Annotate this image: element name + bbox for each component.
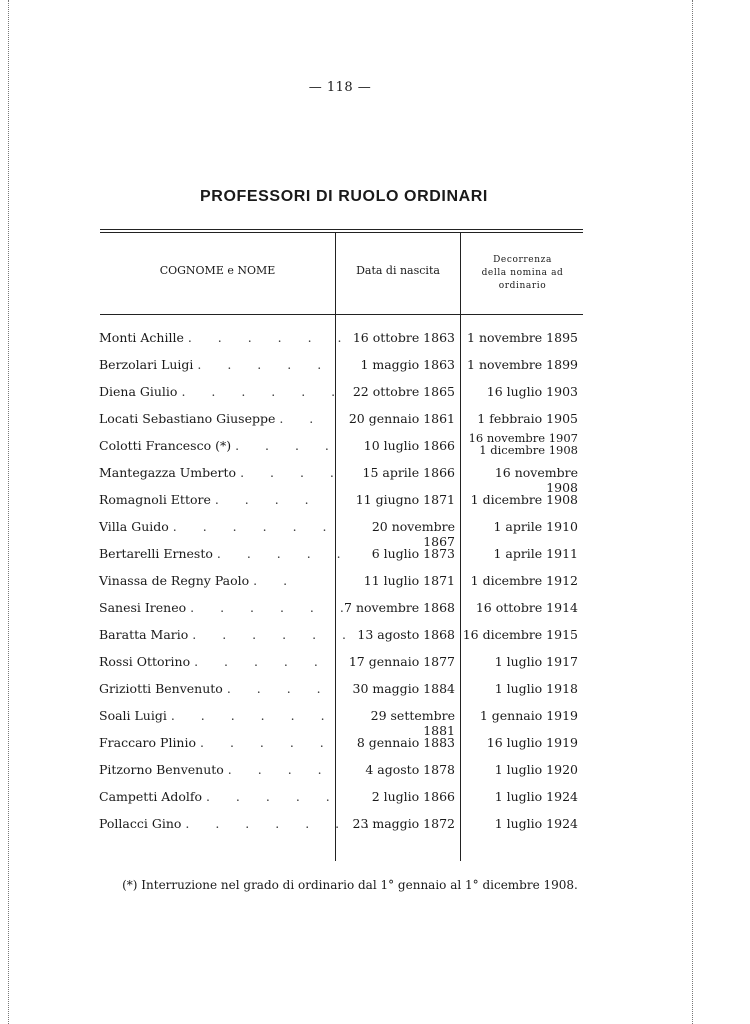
table-header-rule bbox=[100, 314, 583, 315]
professor-name: Berzolari Luigi . . . . . bbox=[99, 357, 333, 372]
footnote: (*) Interruzione nel grado di ordinario dal 1° gennaio al 1° dicembre 1908. bbox=[122, 878, 578, 892]
header-nomination-line3: ordinario bbox=[498, 281, 547, 291]
professor-name: Colotti Francesco (*) . . . . bbox=[99, 438, 340, 453]
professor-name: Bertarelli Ernesto . . . . . bbox=[99, 546, 352, 561]
professor-name: Romagnoli Ettore . . . . bbox=[99, 492, 320, 507]
table-row bbox=[0, 627, 750, 653]
professor-name: Diena Giulio . . . . . . bbox=[99, 384, 347, 399]
professor-name: Soali Luigi . . . . . . bbox=[99, 708, 336, 723]
birth-date: 30 maggio 1884 bbox=[352, 681, 455, 696]
nomination-date: 1 novembre 1899 bbox=[467, 357, 578, 372]
nomination-date: 1 luglio 1924 bbox=[494, 816, 578, 831]
table-row bbox=[0, 735, 750, 761]
birth-date: 11 giugno 1871 bbox=[355, 492, 455, 507]
nomination-date: 1 dicembre 1908 bbox=[470, 492, 578, 507]
birth-date: 23 maggio 1872 bbox=[352, 816, 455, 831]
table-row bbox=[0, 357, 750, 383]
nomination-dates bbox=[462, 431, 578, 462]
nomination-date: 1 luglio 1918 bbox=[494, 681, 578, 696]
nomination-date: 16 dicembre 1915 bbox=[462, 627, 578, 642]
birth-date: 17 gennaio 1877 bbox=[348, 654, 455, 669]
birth-date: 15 aprile 1866 bbox=[362, 465, 455, 480]
professor-name: Pollacci Gino . . . . . . . bbox=[99, 816, 381, 831]
professor-name: Rossi Ottorino . . . . . bbox=[99, 654, 329, 669]
professor-name: Locati Sebastiano Giuseppe . . bbox=[99, 411, 325, 426]
table-row bbox=[0, 465, 750, 495]
table-row bbox=[0, 519, 750, 549]
professor-name: Mantegazza Umberto . . . . bbox=[99, 465, 345, 480]
birth-date: 11 luglio 1871 bbox=[363, 573, 455, 588]
table-row bbox=[0, 573, 750, 599]
nomination-date: 16 luglio 1903 bbox=[486, 384, 578, 399]
birth-date: 20 gennaio 1861 bbox=[348, 411, 455, 426]
header-nomination-line2: della nomina ad bbox=[481, 268, 564, 278]
birth-date: 10 luglio 1866 bbox=[363, 438, 455, 453]
nomination-date: 1 gennaio 1919 bbox=[479, 708, 578, 723]
birth-date: 7 novembre 1868 bbox=[344, 600, 455, 615]
table-row bbox=[0, 492, 750, 518]
table-row bbox=[0, 431, 750, 464]
birth-date: 2 luglio 1866 bbox=[371, 789, 455, 804]
table-row bbox=[0, 762, 750, 788]
birth-date: 16 ottobre 1863 bbox=[352, 330, 455, 345]
nomination-date: 1 novembre 1895 bbox=[467, 330, 578, 345]
professor-name: Baratta Mario . . . . . . bbox=[99, 627, 357, 642]
birth-date: 4 agosto 1878 bbox=[365, 762, 455, 777]
table-row bbox=[0, 330, 750, 356]
table-row bbox=[0, 384, 750, 410]
birth-date: 8 gennaio 1883 bbox=[356, 735, 455, 750]
birth-date: 6 luglio 1873 bbox=[371, 546, 455, 561]
nomination-date: 16 novembre 1908 bbox=[494, 465, 578, 495]
table-row bbox=[0, 600, 750, 626]
professor-name: Campetti Adolfo . . . . . bbox=[99, 789, 341, 804]
table-row bbox=[0, 411, 750, 437]
nomination-date-second: 1 dicembre 1908 bbox=[479, 443, 578, 457]
page-title: PROFESSORI DI RUOLO ORDINARI bbox=[200, 188, 488, 205]
header-birth bbox=[337, 264, 459, 277]
nomination-date: 1 luglio 1917 bbox=[494, 654, 578, 669]
birth-date: 22 ottobre 1865 bbox=[352, 384, 455, 399]
table-row bbox=[0, 789, 750, 815]
table-row bbox=[0, 546, 750, 572]
professor-name: Griziotti Benvenuto . . . . bbox=[99, 681, 332, 696]
header-nomination-line1: Decorrenza bbox=[493, 255, 552, 265]
nomination-date: 1 luglio 1924 bbox=[494, 789, 578, 804]
header-birth-label: Data di nascita bbox=[356, 264, 440, 277]
professor-name: Fraccaro Plinio . . . . . bbox=[99, 735, 335, 750]
professor-name: Villa Guido . . . . . . bbox=[99, 519, 338, 534]
professor-name: Vinassa de Regny Paolo . . bbox=[99, 573, 299, 588]
nomination-date: 16 novembre 1907 bbox=[468, 431, 578, 445]
professor-name: Sanesi Ireneo . . . . . . bbox=[99, 600, 355, 615]
page-number: — 118 — bbox=[308, 80, 372, 95]
birth-date: 1 maggio 1863 bbox=[360, 357, 455, 372]
nomination-date: 1 aprile 1911 bbox=[493, 546, 578, 561]
birth-date: 13 agosto 1868 bbox=[357, 627, 455, 642]
table-top-rule bbox=[100, 229, 583, 230]
header-name-label: COGNOME e NOME bbox=[159, 264, 276, 277]
nomination-date: 16 ottobre 1914 bbox=[475, 600, 578, 615]
nomination-date: 1 luglio 1920 bbox=[494, 762, 578, 777]
professor-name: Monti Achille . . . . . . bbox=[99, 330, 353, 345]
nomination-date: 1 aprile 1910 bbox=[493, 519, 578, 534]
table-row bbox=[0, 708, 750, 738]
table-row bbox=[0, 681, 750, 707]
birth-date: 29 settembre 1881 bbox=[370, 708, 455, 738]
table-row bbox=[0, 654, 750, 680]
nomination-date: 1 dicembre 1912 bbox=[470, 573, 578, 588]
header-nomination bbox=[462, 254, 583, 293]
table-top-rule-double bbox=[100, 232, 583, 233]
professor-name: Pitzorno Benvenuto . . . . bbox=[99, 762, 333, 777]
table-row bbox=[0, 816, 750, 842]
nomination-date: 16 luglio 1919 bbox=[486, 735, 578, 750]
header-name bbox=[100, 264, 335, 277]
nomination-date: 1 febbraio 1905 bbox=[477, 411, 578, 426]
birth-date: 20 novembre 1867 bbox=[371, 519, 455, 549]
